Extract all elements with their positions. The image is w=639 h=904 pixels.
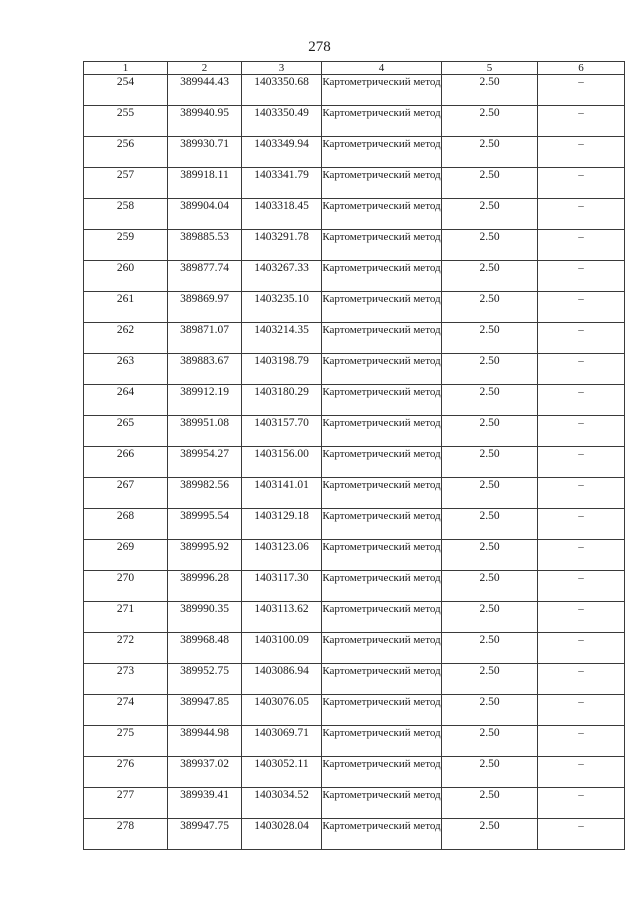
method-cell: Картометрический метод <box>322 199 442 230</box>
table-row <box>84 571 625 602</box>
x-coordinate-cell: 389968.48 <box>168 633 242 664</box>
method-cell: Картометрический метод <box>322 540 442 571</box>
y-coordinate-cell: 1403156.00 <box>242 447 322 478</box>
method-cell: Картометрический метод <box>322 447 442 478</box>
method-cell: Картометрический метод <box>322 261 442 292</box>
point-number-cell: 258 <box>84 199 168 230</box>
accuracy-cell: 2.50 <box>442 323 538 354</box>
x-coordinate-cell: 389912.19 <box>168 385 242 416</box>
note-cell: – <box>538 695 625 726</box>
method-cell: Картометрический метод <box>322 478 442 509</box>
column-header: 6 <box>538 62 625 75</box>
note-cell: – <box>538 726 625 757</box>
point-number-cell: 278 <box>84 819 168 850</box>
point-number-cell: 264 <box>84 385 168 416</box>
method-cell: Картометрический метод <box>322 106 442 137</box>
table-row <box>84 292 625 323</box>
point-number-cell: 276 <box>84 757 168 788</box>
method-cell: Картометрический метод <box>322 385 442 416</box>
y-coordinate-cell: 1403198.79 <box>242 354 322 385</box>
x-coordinate-cell: 389940.95 <box>168 106 242 137</box>
y-coordinate-cell: 1403086.94 <box>242 664 322 695</box>
column-header: 1 <box>84 62 168 75</box>
note-cell: – <box>538 230 625 261</box>
note-cell: – <box>538 633 625 664</box>
x-coordinate-cell: 389944.98 <box>168 726 242 757</box>
accuracy-cell: 2.50 <box>442 137 538 168</box>
point-number-cell: 274 <box>84 695 168 726</box>
accuracy-cell: 2.50 <box>442 478 538 509</box>
note-cell: – <box>538 106 625 137</box>
point-number-cell: 275 <box>84 726 168 757</box>
method-cell: Картометрический метод <box>322 354 442 385</box>
accuracy-cell: 2.50 <box>442 726 538 757</box>
table-row <box>84 168 625 199</box>
method-cell: Картометрический метод <box>322 819 442 850</box>
accuracy-cell: 2.50 <box>442 354 538 385</box>
x-coordinate-cell: 389944.43 <box>168 75 242 106</box>
accuracy-cell: 2.50 <box>442 540 538 571</box>
note-cell: – <box>538 416 625 447</box>
x-coordinate-cell: 389951.08 <box>168 416 242 447</box>
note-cell: – <box>538 447 625 478</box>
method-cell: Картометрический метод <box>322 416 442 447</box>
x-coordinate-cell: 389952.75 <box>168 664 242 695</box>
x-coordinate-cell: 389982.56 <box>168 478 242 509</box>
y-coordinate-cell: 1403157.70 <box>242 416 322 447</box>
point-number-cell: 277 <box>84 788 168 819</box>
table-row <box>84 540 625 571</box>
column-header: 2 <box>168 62 242 75</box>
x-coordinate-cell: 389877.74 <box>168 261 242 292</box>
y-coordinate-cell: 1403341.79 <box>242 168 322 199</box>
note-cell: – <box>538 757 625 788</box>
column-header: 4 <box>322 62 442 75</box>
y-coordinate-cell: 1403350.68 <box>242 75 322 106</box>
point-number-cell: 272 <box>84 633 168 664</box>
table-row <box>84 819 625 850</box>
method-cell: Картометрический метод <box>322 633 442 664</box>
x-coordinate-cell: 389954.27 <box>168 447 242 478</box>
method-cell: Картометрический метод <box>322 137 442 168</box>
table-row <box>84 106 625 137</box>
page-number: 278 <box>308 39 331 55</box>
accuracy-cell: 2.50 <box>442 571 538 602</box>
point-number-cell: 267 <box>84 478 168 509</box>
table-row <box>84 323 625 354</box>
method-cell: Картометрический метод <box>322 230 442 261</box>
point-number-cell: 257 <box>84 168 168 199</box>
method-cell: Картометрический метод <box>322 75 442 106</box>
table-row <box>84 788 625 819</box>
note-cell: – <box>538 509 625 540</box>
method-cell: Картометрический метод <box>322 509 442 540</box>
x-coordinate-cell: 389939.41 <box>168 788 242 819</box>
table-row <box>84 416 625 447</box>
x-coordinate-cell: 389947.75 <box>168 819 242 850</box>
table-row <box>84 137 625 168</box>
y-coordinate-cell: 1403076.05 <box>242 695 322 726</box>
y-coordinate-cell: 1403123.06 <box>242 540 322 571</box>
method-cell: Картометрический метод <box>322 292 442 323</box>
note-cell: – <box>538 819 625 850</box>
y-coordinate-cell: 1403267.33 <box>242 261 322 292</box>
table-row <box>84 75 625 106</box>
x-coordinate-cell: 389918.11 <box>168 168 242 199</box>
y-coordinate-cell: 1403235.10 <box>242 292 322 323</box>
accuracy-cell: 2.50 <box>442 788 538 819</box>
point-number-cell: 259 <box>84 230 168 261</box>
y-coordinate-cell: 1403350.49 <box>242 106 322 137</box>
note-cell: – <box>538 261 625 292</box>
point-number-cell: 261 <box>84 292 168 323</box>
x-coordinate-cell: 389930.71 <box>168 137 242 168</box>
point-number-cell: 255 <box>84 106 168 137</box>
header-row <box>84 62 625 75</box>
y-coordinate-cell: 1403180.29 <box>242 385 322 416</box>
y-coordinate-cell: 1403291.78 <box>242 230 322 261</box>
point-number-cell: 268 <box>84 509 168 540</box>
y-coordinate-cell: 1403318.45 <box>242 199 322 230</box>
accuracy-cell: 2.50 <box>442 230 538 261</box>
table-row <box>84 230 625 261</box>
accuracy-cell: 2.50 <box>442 75 538 106</box>
y-coordinate-cell: 1403100.09 <box>242 633 322 664</box>
note-cell: – <box>538 323 625 354</box>
accuracy-cell: 2.50 <box>442 509 538 540</box>
note-cell: – <box>538 571 625 602</box>
x-coordinate-cell: 389995.92 <box>168 540 242 571</box>
y-coordinate-cell: 1403069.71 <box>242 726 322 757</box>
table-row <box>84 757 625 788</box>
note-cell: – <box>538 168 625 199</box>
table-row <box>84 385 625 416</box>
table-row <box>84 509 625 540</box>
point-number-cell: 270 <box>84 571 168 602</box>
y-coordinate-cell: 1403141.01 <box>242 478 322 509</box>
x-coordinate-cell: 389937.02 <box>168 757 242 788</box>
accuracy-cell: 2.50 <box>442 292 538 323</box>
y-coordinate-cell: 1403113.62 <box>242 602 322 633</box>
method-cell: Картометрический метод <box>322 602 442 633</box>
point-number-cell: 262 <box>84 323 168 354</box>
accuracy-cell: 2.50 <box>442 633 538 664</box>
point-number-cell: 263 <box>84 354 168 385</box>
point-number-cell: 254 <box>84 75 168 106</box>
point-number-cell: 256 <box>84 137 168 168</box>
x-coordinate-cell: 389883.67 <box>168 354 242 385</box>
method-cell: Картометрический метод <box>322 571 442 602</box>
point-number-cell: 266 <box>84 447 168 478</box>
table-row <box>84 695 625 726</box>
y-coordinate-cell: 1403117.30 <box>242 571 322 602</box>
point-number-cell: 269 <box>84 540 168 571</box>
y-coordinate-cell: 1403052.11 <box>242 757 322 788</box>
table-row <box>84 354 625 385</box>
method-cell: Картометрический метод <box>322 695 442 726</box>
column-header: 5 <box>442 62 538 75</box>
x-coordinate-cell: 389995.54 <box>168 509 242 540</box>
table-row <box>84 664 625 695</box>
x-coordinate-cell: 389996.28 <box>168 571 242 602</box>
table-header <box>84 62 625 75</box>
accuracy-cell: 2.50 <box>442 261 538 292</box>
table-row <box>84 478 625 509</box>
x-coordinate-cell: 389947.85 <box>168 695 242 726</box>
method-cell: Картометрический метод <box>322 726 442 757</box>
x-coordinate-cell: 389869.97 <box>168 292 242 323</box>
x-coordinate-cell: 389871.07 <box>168 323 242 354</box>
accuracy-cell: 2.50 <box>442 168 538 199</box>
method-cell: Картометрический метод <box>322 323 442 354</box>
table-row <box>84 633 625 664</box>
method-cell: Картометрический метод <box>322 664 442 695</box>
y-coordinate-cell: 1403129.18 <box>242 509 322 540</box>
note-cell: – <box>538 788 625 819</box>
table-row <box>84 261 625 292</box>
note-cell: – <box>538 137 625 168</box>
point-number-cell: 260 <box>84 261 168 292</box>
x-coordinate-cell: 389990.35 <box>168 602 242 633</box>
table-row <box>84 199 625 230</box>
method-cell: Картометрический метод <box>322 788 442 819</box>
y-coordinate-cell: 1403034.52 <box>242 788 322 819</box>
coordinates-table <box>83 61 625 850</box>
note-cell: – <box>538 292 625 323</box>
x-coordinate-cell: 389904.04 <box>168 199 242 230</box>
method-cell: Картометрический метод <box>322 757 442 788</box>
accuracy-cell: 2.50 <box>442 385 538 416</box>
column-header: 3 <box>242 62 322 75</box>
note-cell: – <box>538 478 625 509</box>
point-number-cell: 265 <box>84 416 168 447</box>
accuracy-cell: 2.50 <box>442 757 538 788</box>
method-cell: Картометрический метод <box>322 168 442 199</box>
note-cell: – <box>538 602 625 633</box>
note-cell: – <box>538 385 625 416</box>
note-cell: – <box>538 540 625 571</box>
accuracy-cell: 2.50 <box>442 106 538 137</box>
accuracy-cell: 2.50 <box>442 664 538 695</box>
note-cell: – <box>538 199 625 230</box>
point-number-cell: 271 <box>84 602 168 633</box>
accuracy-cell: 2.50 <box>442 447 538 478</box>
note-cell: – <box>538 354 625 385</box>
table-row <box>84 602 625 633</box>
accuracy-cell: 2.50 <box>442 416 538 447</box>
y-coordinate-cell: 1403028.04 <box>242 819 322 850</box>
point-number-cell: 273 <box>84 664 168 695</box>
table-row <box>84 726 625 757</box>
accuracy-cell: 2.50 <box>442 602 538 633</box>
accuracy-cell: 2.50 <box>442 695 538 726</box>
x-coordinate-cell: 389885.53 <box>168 230 242 261</box>
note-cell: – <box>538 664 625 695</box>
accuracy-cell: 2.50 <box>442 819 538 850</box>
y-coordinate-cell: 1403349.94 <box>242 137 322 168</box>
accuracy-cell: 2.50 <box>442 199 538 230</box>
table-body <box>84 75 625 850</box>
y-coordinate-cell: 1403214.35 <box>242 323 322 354</box>
note-cell: – <box>538 75 625 106</box>
table-row <box>84 447 625 478</box>
